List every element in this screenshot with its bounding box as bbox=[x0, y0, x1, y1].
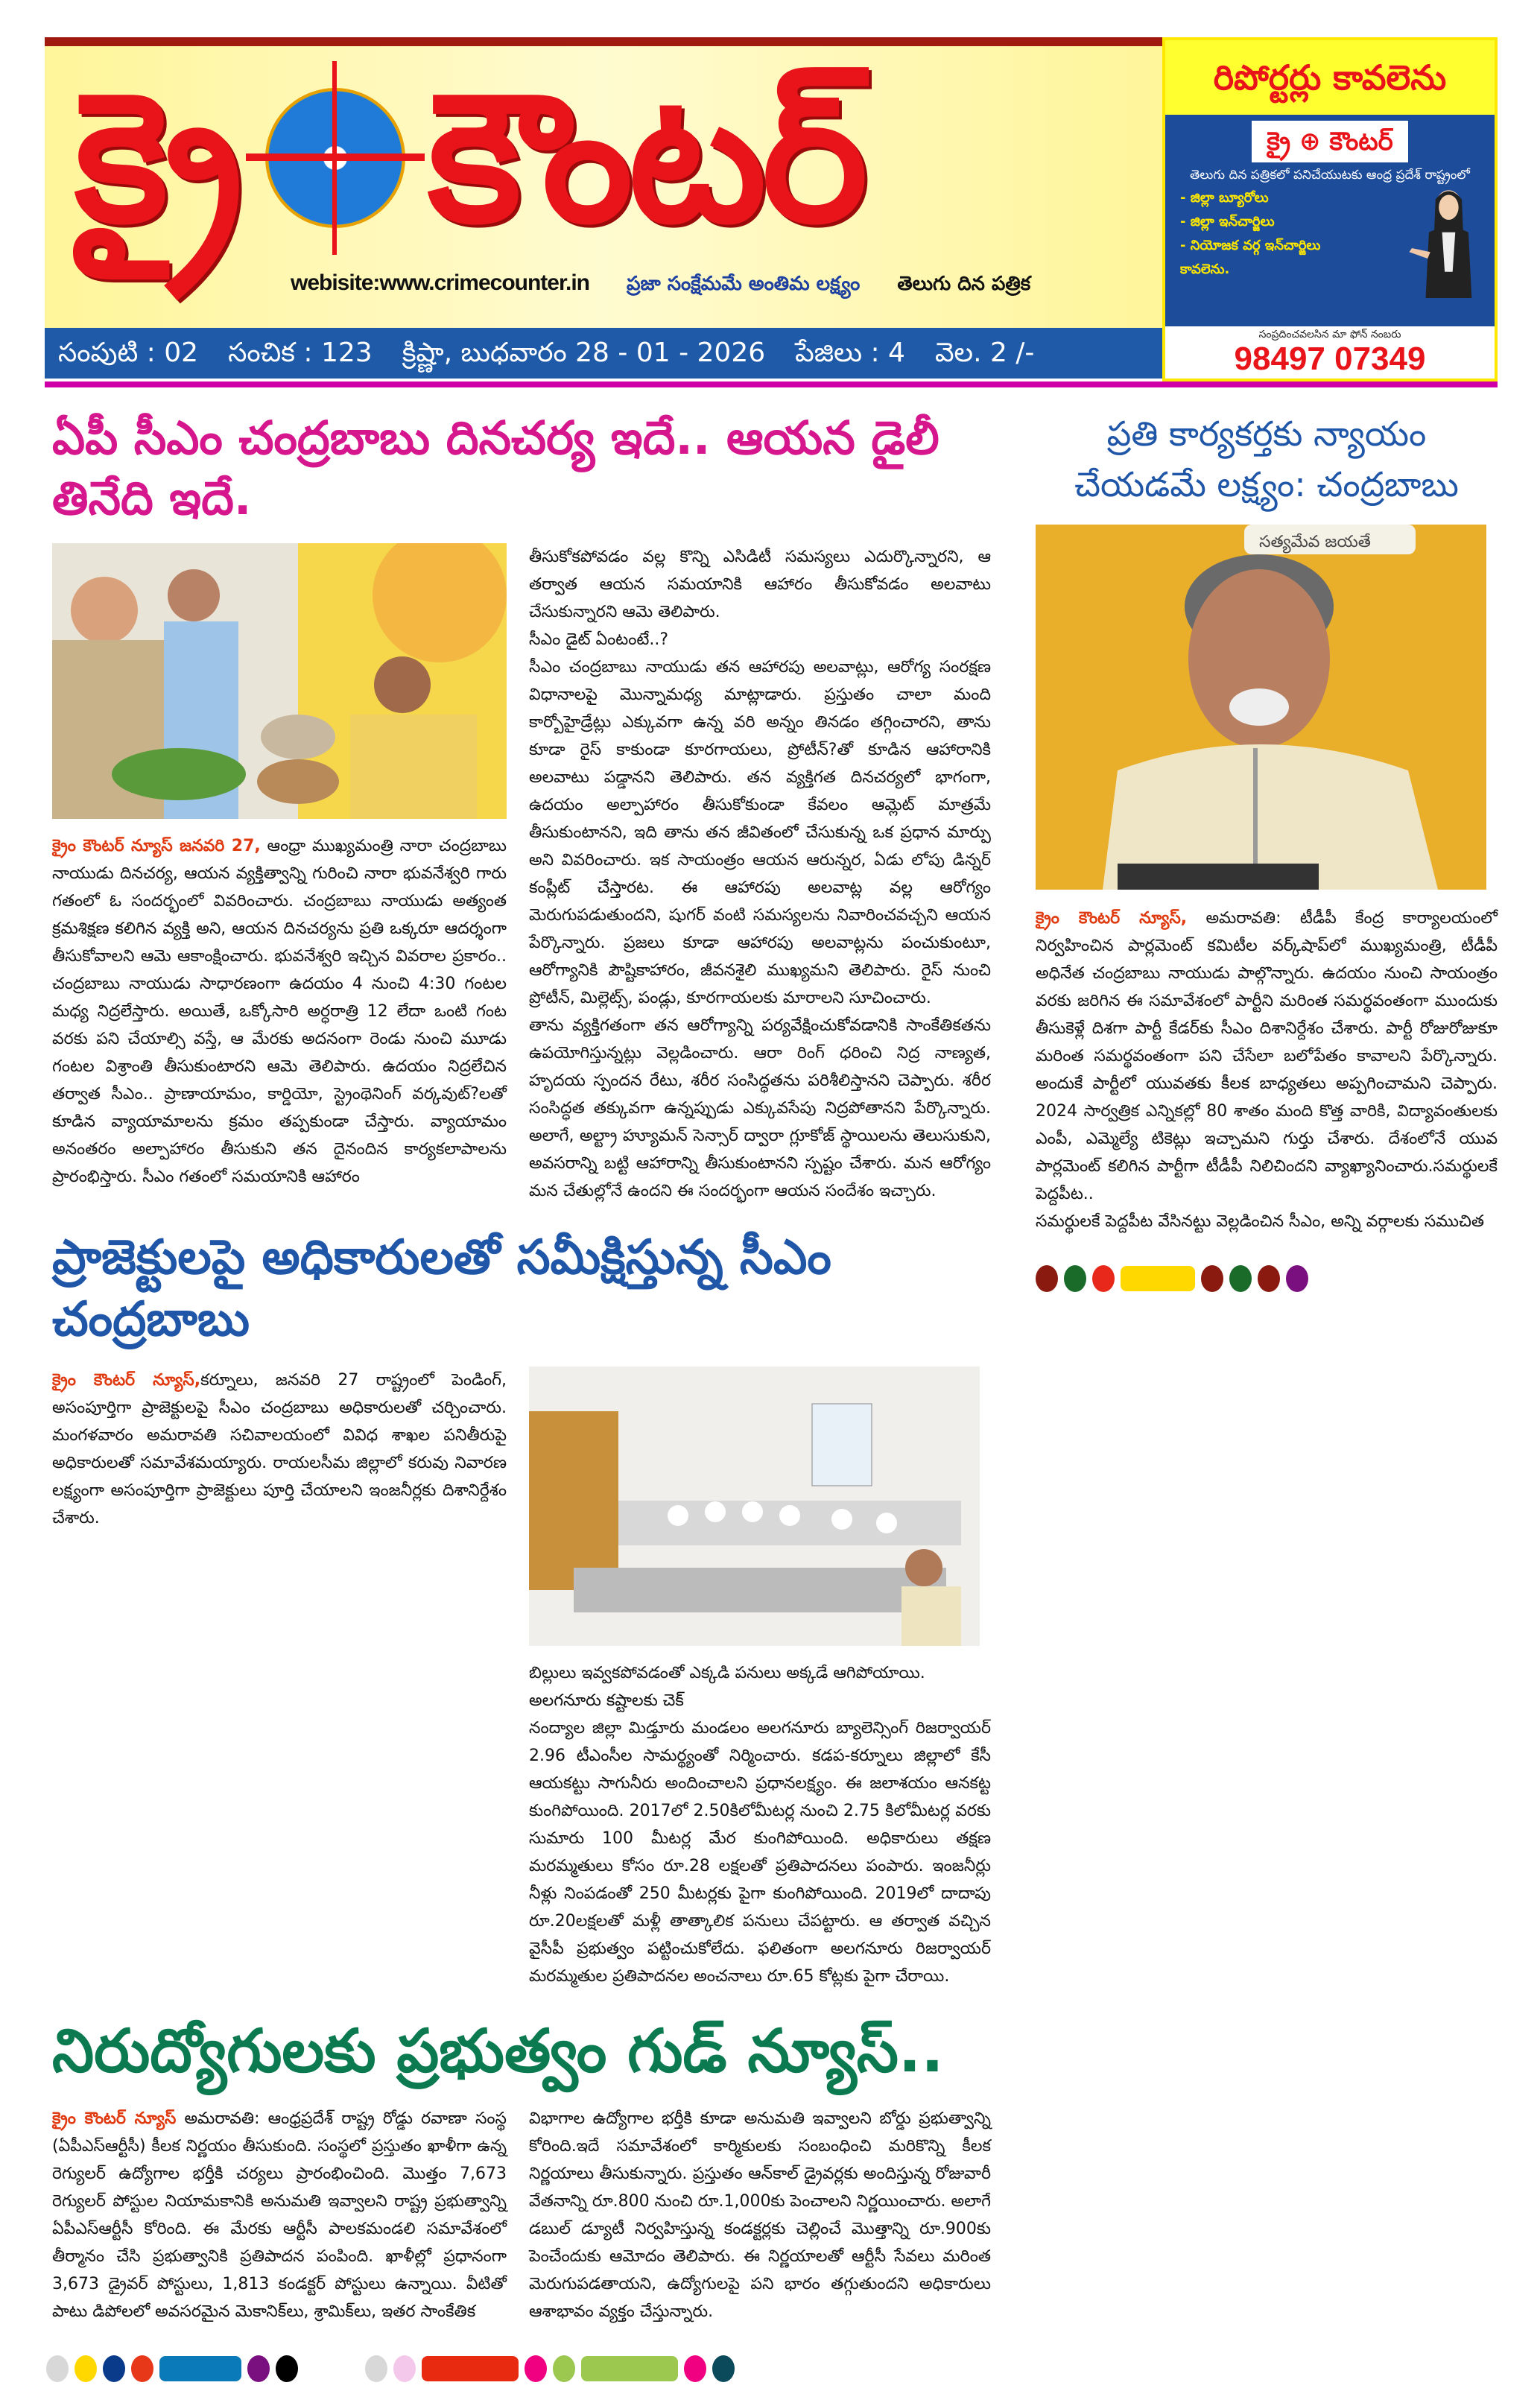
article-subheading: సీఎం డైట్ ఏంటంటే..? bbox=[529, 630, 669, 650]
article-body bbox=[52, 832, 507, 1191]
ad-description: తెలుగు దిన పత్రికలో పనిచేయుటకు ఆంధ్ర ప్రదేశ్ రాష్ట్రంలో bbox=[1190, 168, 1470, 183]
article-text: సమర్థులకే పెద్దపీట వేసినట్టు వెల్లడించిన సీఎం, అన్ని వర్గాలకు సముచిత bbox=[1036, 1212, 1485, 1231]
article-text: కర్నూలు, జనవరి 27 రాష్ట్రంలో పెండింగ్, అసంపూర్తిగా ప్రాజెక్టులపై సీఎం చంద్రబాబు అధికారులతో చర్చించారు. మంగళవారం అమరావతి సచివాలయంలో వివిధ శాఖల పనితీరుపై అధికారులతో సమావేశమయ్యారు. రాయలసీమ జిల్లాలో కరువు నివారణ లక్ష్యంగా అసంపూర్తిగా ప్రాజెక్టులు పూర్తి చేయాలని ఇంజనీర్లకు దిశానిర్దేశం చేశారు. bbox=[52, 1370, 507, 1527]
article bbox=[52, 543, 998, 1205]
article-photo-cm-eating bbox=[52, 543, 507, 819]
logo-text-part2: కౌంటర్ bbox=[428, 54, 864, 262]
issue-info-bar bbox=[45, 328, 1162, 379]
ad-position: కావలెను. bbox=[1180, 262, 1230, 277]
ad-woman-figure-icon bbox=[1408, 186, 1483, 298]
color-dot bbox=[1229, 1265, 1252, 1292]
ad-contact bbox=[1165, 326, 1495, 379]
logo bbox=[45, 46, 1162, 270]
slogan: ప్రజా సంక్షేమమే అంతిమ లక్ష్యం bbox=[627, 273, 861, 295]
color-bar bbox=[159, 2356, 241, 2381]
article-text: తీసుకోకపోవడం వల్ల కొన్ని ఎసిడిటీ సమస్యలు ఎదుర్కొన్నారని, ఆ తర్వాత ఆయన సమయానికి ఆహారం తీసుకోవడం అలవాటు చేసుకున్నారని ఆమె తెలిపారు. bbox=[529, 548, 991, 622]
ad-position: - నియోజక వర్గ ఇన్‌చార్జిలు bbox=[1180, 238, 1321, 253]
article-photo-cm-speaking bbox=[1036, 525, 1486, 890]
article-dateline: క్రైం కౌంటర్ న్యూస్, bbox=[52, 1370, 201, 1390]
article-subheading: అలగనూరు కష్టాలకు చెక్ bbox=[529, 1691, 684, 1710]
website-link[interactable]: webisite:www.crimecounter.in bbox=[291, 270, 589, 295]
article-headline[interactable]: ప్రాజెక్టులపై అధికారులతో సమీక్షిస్తున్న సీఎం చంద్రబాబు bbox=[52, 1230, 831, 1348]
color-strips bbox=[46, 2355, 998, 2382]
paper-type: తెలుగు దిన పత్రిక bbox=[897, 273, 1031, 295]
page-content bbox=[45, 402, 1498, 2397]
color-dot bbox=[1286, 1265, 1308, 1292]
color-registration-strip bbox=[365, 2355, 735, 2382]
article-text: నంద్యాల జిల్లా మిడ్తూరు మండలం అలగనూరు బ్యాలెన్సింగ్ రిజర్వాయర్ 2.96 టీఎంసీల సామర్థ్యంతో నిర్మించారు. కడప-కర్నూలు జిల్లాలో కేసీ ఆయకట్టు సాగునీరు అందించాలని ప్రధానలక్ష్యం. ఈ జలాశయం ఆనకట్ట కుంగిపోయింది. 2017లో 2.50కిలోమీటర్ల నుంచి 2.75 కిలోమీటర్ల వరకు సుమారు 100 మీటర్ల మేర కుంగిపోయింది. అధికారులు తక్షణ మరమ్మతులు కోసం రూ.28 లక్షలతో ప్రతిపాదనలు పంపారు. ఇంజనీర్లు నీళ్లు నింపడంతో 250 మీటర్లకు పైగా కుంగిపోయింది. 2019లో దాదాపు రూ.20లక్షలతో మళ్లీ తాత్కాలిక పనులు చేపట్టారు. ఆ తర్వాత వచ్చిన వైసీపీ ప్రభుత్వం పట్టించుకోలేదు. ఫలితంగా అలగనూరు రిజర్వాయర్ మరమ్మతుల ప్రతిపాదనల అంచనాలు రూ.65 కోట్లకు పైగా చేరాయి. bbox=[529, 1718, 991, 1986]
article-body-continued bbox=[529, 2105, 991, 2325]
color-dot bbox=[1201, 1265, 1223, 1292]
place-date: క్రిష్ణా, బుధవారం 28 - 01 - 2026 bbox=[402, 338, 766, 368]
masthead bbox=[45, 37, 1162, 328]
right-column bbox=[1036, 402, 1498, 1292]
page-count: పేజిలు : 4 bbox=[795, 338, 905, 368]
ad-positions-list bbox=[1180, 186, 1320, 326]
color-bar bbox=[422, 2356, 519, 2381]
article-text: విభాగాల ఉద్యోగాల భర్తీకి కూడా అనుమతి ఇవ్వాలని బోర్డు ప్రభుత్వాన్ని కోరింది.ఇదే సమావేశంలో కార్మికులకు సంబంధించి మరికొన్ని కీలక నిర్ణయాలు తీసుకున్నారు. ప్రస్తుతం ఆన్‌కాల్ డ్రైవర్లకు అందిస్తున్న రోజువారీ వేతనాన్ని రూ.800 నుంచి రూ.1,000కు పెంచాలని నిర్ణయించారు. అలాగే డబుల్ డ్యూటీ నిర్వహిస్తున్న కండక్టర్లకు చెల్లించే మొత్తాన్ని రూ.900కు పెంచేందుకు ఆమోదం తెలిపారు. ఈ నిర్ణయాలతో ఆర్టీసీ సేవలు మరింత మెరుగుపడతాయని, ఉద్యోగులపై పని భారం తగ్గుతుందని అధికారులు ఆశాభావం వ్యక్తం చేస్తున్నారు. bbox=[529, 2109, 991, 2321]
article-body bbox=[52, 2105, 507, 2325]
article-headline[interactable]: ఏపీ సీఎం చంద్రబాబు దినచర్య ఇదే.. ఆయన డైలీ తినేది ఇదే. bbox=[52, 411, 939, 525]
issue-number: సంచిక : 123 bbox=[228, 338, 373, 368]
ad-position: - జిల్లా ఇన్‌చార్జిలు bbox=[1180, 214, 1275, 229]
color-dot bbox=[103, 2355, 125, 2382]
color-dot bbox=[276, 2355, 298, 2382]
article-headline[interactable]: ప్రతి కార్యకర్తకు న్యాయం చేయడమే లక్ష్యం: చంద్రబాబు bbox=[1074, 414, 1459, 504]
logo-text-part1: క్రై bbox=[75, 54, 244, 262]
color-registration-strip bbox=[46, 2355, 298, 2382]
color-dot bbox=[525, 2355, 547, 2382]
article-text: అమరావతి: టీడీపీ కేంద్ర కార్యాలయంలో నిర్వహించిన పార్లమెంట్ కమిటీల వర్క్‌షాప్‌లో ముఖ్యమంత్రి, టీడీపీ అధినేత చంద్రబాబు నాయుడు పాల్గొన్నారు. ఉదయం నుంచి సాయంత్రం వరకు జరిగిన ఈ సమావేశంలో పార్టీని మరింత సమర్థవంతంగా ముందుకు తీసుకెళ్లే దిశగా పార్టీ కేడర్‌కు సీఎం దిశానిర్దేశం చేశారు. పార్టీ రోజురోజుకూ మరింత సమర్థవంతంగా పని చేసేలా బలోపేతం కావాలని పేర్కొన్నారు. అందుకే పార్టీలో యువతకు కీలక బాధ్యతలు అప్పగించామని చెప్పారు. 2024 సార్వత్రిక ఎన్నికల్లో 80 శాతం మంది కొత్త వారికి, విద్యావంతులకు ఎంపీ, ఎమ్మెల్యే టికెట్లు ఇచ్చామని గుర్తు చేశారు. దేశంలోనే యువ పార్లమెంట్ కలిగిన పార్టీగా టీడీపీ నిలిచిందని వ్యాఖ్యానించారు.సమర్థులకే పెద్దపీట.. bbox=[1036, 909, 1498, 1203]
ad-content bbox=[1165, 183, 1495, 326]
ad-contact-label: సంప్రదించవలసిన మా ఫోన్ నంబరు bbox=[1258, 329, 1401, 341]
article-dateline: క్రైం కౌంటర్ న్యూస్ bbox=[52, 2109, 177, 2128]
ad-position: - జిల్లా బ్యూరోలు bbox=[1180, 190, 1269, 206]
ad-phone-number[interactable]: 98497 07349 bbox=[1234, 341, 1426, 377]
color-bar bbox=[1121, 1266, 1195, 1291]
article-body-continued bbox=[529, 1659, 991, 1990]
color-dot bbox=[1258, 1265, 1280, 1292]
color-dot bbox=[553, 2355, 575, 2382]
color-dot bbox=[75, 2355, 97, 2382]
article bbox=[52, 1367, 998, 1990]
color-dot bbox=[131, 2355, 153, 2382]
article-dateline: క్రైం కౌంటర్ న్యూస్ జనవరి 27, bbox=[52, 837, 261, 856]
article-text: ఆంధ్రా ముఖ్యమంత్రి నారా చంద్రబాబు నాయుడు దినచర్య, ఆయన వ్యక్తిత్వాన్ని గురించి నారా భువనేశ్వరి గారు గతంలో ఓ సందర్భంలో వివరించారు. చంద్రబాబు నాయుడు అత్యంత క్రమశిక్షణ కలిగిన వ్యక్తి అని, ఆయన దినచర్యను ప్రతి ఒక్కరూ ఆదర్శంగా తీసుకోవాలని ఆమె ఆకాంక్షించారు. భువనేశ్వరి ఇచ్చిన వివరాల ప్రకారం.. చంద్రబాబు నాయుడు సాధారణంగా ఉదయం 4 నుంచి 4:30 గంటల మధ్య నిద్రలేస్తారు. అయితే, ఒక్కోసారి అర్ధరాత్రి 12 లేదా ఒంటి గంట వరకు పని చేయాల్సి వస్తే, ఆ మేరకు అదనంగా రెండు నుంచి మూడు గంటల విశ్రాంతి తీసుకుంటారని ఆమె తెలిపారు. ఉదయం నిద్రలేచిన తర్వాత సీఎం.. ప్రాణాయామం, కార్డియో, స్ట్రెంథెనింగ్ వర్కవుట్?లతో కూడిన వ్యాయామాలను క్రమం తప్పకుండా చేస్తారు. వ్యాయామం అనంతరం అల్పాహారం తీసుకుని తన దైనందిన కార్యకలాపాలను ప్రారంభిస్తారు. సీఎం గతంలో సమయానికి ఆహారం bbox=[52, 837, 507, 1187]
volume: సంపుటి : 02 bbox=[58, 338, 199, 368]
article-text: సీఎం చంద్రబాబు నాయుడు తన ఆహారపు అలవాట్లు, ఆరోగ్య సంరక్షణ విధానాలపై మొన్నామధ్య మాట్లాడారు. ప్రస్తుతం చాలా మంది కార్బోహైడ్రేట్లు ఎక్కువగా ఉన్న వరి అన్నం తినడం తగ్గించారని, తాను కూడా రైస్ కాకుండా కూరగాయలు, ప్రోటీన్?తో కూడిన ఆహారానికి అలవాటు పడ్డానని తెలిపారు. తన వ్యక్తిగత దినచర్యలో భాగంగా, ఉదయం అల్పాహారం తీసుకోకుండా కేవలం ఆమ్లెట్ మాత్రమే తీసుకుంటానని, ఇది తాను తన జీవితంలో చేసుకున్న ఒక ప్రధాన మార్పు అని వివరించారు. ఇక సాయంత్రం ఆయన ఆరున్నర, ఏడు లోపు డిన్నర్ కంప్లీట్ చేస్తారట. ఈ ఆహారపు అలవాట్ల వల్ల ఆరోగ్యం మెరుగుపడుతుందని, షుగర్ వంటి సమస్యలను నివారించవచ్చని ఆయన పేర్కొన్నారు. ప్రజలు కూడా ఆహారపు అలవాట్లను పంచుకుంటూ, ఆరోగ్యానికి పౌష్టికాహారం, జీవనశైలి ముఖ్యమని తెలిపారు. రైస్ నుంచి ప్రోటీన్, మిల్లెట్స్, పండ్లు, కూరగాయలకు మారాలని సూచించారు. bbox=[529, 658, 991, 1008]
price: వెల. 2 /- bbox=[934, 338, 1035, 368]
color-dot bbox=[247, 2355, 270, 2382]
article-text: అమరావతి: ఆంధ్రప్రదేశ్ రాష్ట్ర రోడ్డు రవాణా సంస్థ (ఏపీఎస్ఆర్టీసీ) కీలక నిర్ణయం తీసుకుంది. సంస్థలో ప్రస్తుతం ఖాళీగా ఉన్న రెగ్యులర్ ఉద్యోగాల భర్తీకి చర్యలు ప్రారంభించింది. మొత్తం 7,673 రెగ్యులర్ పోస్టుల నియామకానికి అనుమతి ఇవ్వాలని రాష్ట్ర ప్రభుత్వాన్ని ఏపీఎస్ఆర్టీసీ కోరింది. ఈ మేరకు ఆర్టీసీ పాలకమండలి సమావేశంలో తీర్మానం చేసి ప్రభుత్వానికి ప్రతిపాదన పంపింది. ఖాళీల్లో ప్రధానంగా 3,673 డ్రైవర్ పోస్టులు, 1,813 కండక్టర్ పోస్టులు ఉన్నాయి. వీటితో పాటు డిపోలలో అవసరమైన మెకానిక్‌లు, శ్రామిక్‌లు, ఇతర సాంకేతిక bbox=[52, 2109, 507, 2321]
color-dot bbox=[1036, 1265, 1058, 1292]
color-registration-strip bbox=[1036, 1265, 1498, 1292]
article-headline[interactable]: నిరుద్యోగులకు ప్రభుత్వం గుడ్ న్యూస్.. bbox=[52, 2016, 944, 2086]
article-text: బిల్లులు ఇవ్వకపోవడంతో ఎక్కడి పనులు అక్కడే ఆగిపోయాయి. bbox=[529, 1663, 925, 1682]
color-dot bbox=[46, 2355, 69, 2382]
article-text: తాను వ్యక్తిగతంగా తన ఆరోగ్యాన్ని పర్యవేక్షించుకోవడానికి సాంకేతికతను ఉపయోగిస్తున్నట్లు వెల్లడించారు. ఆరా రింగ్ ధరించి నిద్ర నాణ్యత, హృదయ స్పందన రేటు, శరీర సంసిద్ధతను పరిశీలిస్తానని చెప్పారు. శరీర సంసిద్ధత తక్కువగా ఉన్నప్పుడు ఎక్కువసేపు నిద్రపోతానని పేర్కొన్నారు. అలాగే, అల్ట్రా హ్యూమన్ సెన్సార్ ద్వారా గ్లూకోజ్ స్థాయిలను తెలుసుకుని, అవసరాన్ని బట్టి ఆహారాన్ని తీసుకుంటానని స్పష్టం చేశారు. మన ఆరోగ్యం మన చేతుల్లోనే ఉందని ఈ సందర్భంగా ఆయన సందేశం ఇచ్చారు. bbox=[529, 1016, 991, 1201]
left-columns bbox=[45, 402, 998, 2397]
color-dot bbox=[712, 2355, 735, 2382]
header-divider bbox=[45, 381, 1498, 387]
ad-title: రిపోర్టర్లు కావలెను bbox=[1165, 40, 1495, 115]
color-bar bbox=[581, 2356, 678, 2381]
color-dot bbox=[684, 2355, 706, 2382]
article-dateline: క్రైం కౌంటర్ న్యూస్, bbox=[1036, 909, 1188, 928]
color-dot bbox=[393, 2355, 416, 2382]
color-dot bbox=[1064, 1265, 1086, 1292]
article-body-continued bbox=[529, 543, 991, 1205]
logo-emblem-icon bbox=[265, 88, 405, 228]
ad-logo: క్రై ⊕ కౌంటర్ bbox=[1252, 121, 1408, 162]
color-dot bbox=[365, 2355, 387, 2382]
emblem-text: సత్యమేవ జయతే bbox=[1259, 533, 1371, 551]
article bbox=[52, 2105, 998, 2325]
color-dot bbox=[1092, 1265, 1115, 1292]
article-body bbox=[52, 1367, 507, 1990]
article-body bbox=[1036, 905, 1498, 1235]
reporters-wanted-ad bbox=[1162, 37, 1498, 381]
masthead-taglines bbox=[45, 270, 1162, 297]
article-photo-review-meeting bbox=[529, 1367, 980, 1646]
